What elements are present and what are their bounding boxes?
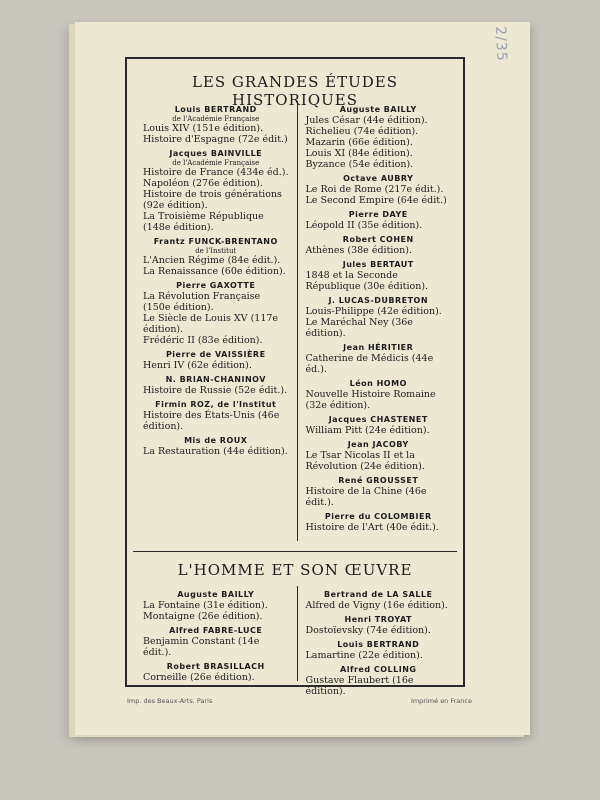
author-name: René GROUSSET: [338, 476, 419, 485]
book-title: Henri IV (62e édition).: [143, 360, 252, 371]
author-name: Pierre DAYE: [348, 210, 408, 219]
section-divider: [133, 551, 457, 552]
book-title: Athènes (38e édition).: [305, 245, 412, 256]
grandes-etudes-columns: [139, 101, 455, 541]
author-note: de l'Académie Française: [172, 115, 260, 123]
author-name: Jean HÉRITIER: [343, 343, 414, 352]
book-title: Napoléon (276e édition).: [143, 178, 263, 189]
book-title: Le Maréchal Ney (36e édition).: [305, 317, 413, 339]
author-name: Alfred COLLING: [340, 665, 417, 674]
book-title: Louis XI (84e édition).: [305, 148, 413, 159]
book-title: La Renaissance (60e édition).: [143, 266, 286, 277]
author-name: Jacques CHASTENET: [328, 415, 428, 424]
author-name: Frantz FUNCK-BRENTANO: [153, 237, 278, 246]
section-title-grandes-etudes: LES GRANDES ÉTUDES HISTORIQUES: [191, 73, 399, 109]
book-title: Montaigne (26e édition).: [143, 611, 263, 622]
book-title: Benjamin Constant (14e édit.).: [143, 636, 260, 658]
book-title: Louis-Philippe (42e édition).: [305, 306, 442, 317]
book-title: La Troisième République (148e édition).: [143, 211, 264, 233]
book-title: Catherine de Médicis (44e éd.).: [305, 353, 434, 375]
book-title: Jules César (44e édition).: [305, 115, 428, 126]
book-title: Histoire d'Espagne (72e édit.): [143, 134, 288, 145]
homme-oeuvre-left-column: [139, 586, 298, 681]
author-name: J. LUCAS-DUBRETON: [328, 296, 429, 305]
book-title: Histoire de trois générations (92e édition).: [143, 189, 282, 211]
printed-in-france: Imprimé en France: [410, 697, 472, 705]
author-name: Henri TROYAT: [344, 615, 412, 624]
author-name: Bertrand de LA SALLE: [324, 590, 433, 599]
book-title: Histoire des États-Unis (46e édition).: [143, 410, 280, 432]
book-title: L'Ancien Régime (84e édit.).: [143, 255, 281, 266]
book-title: Le Second Empire (64e édit.): [305, 195, 447, 206]
book-title: Le Roi de Rome (217e édit.).: [305, 184, 444, 195]
author-name: Louis BERTRAND: [174, 105, 257, 114]
pencil-mark: 2/35: [491, 26, 509, 62]
book-title: Alfred de Vigny (16e édition).: [305, 600, 448, 611]
author-note: de l'Académie Française: [172, 159, 260, 167]
book-title: Lamartine (22e édition).: [305, 650, 423, 661]
book-title: Le Siècle de Louis XV (117e édition).: [143, 313, 279, 335]
author-name: Jacques BAINVILLE: [169, 149, 263, 158]
book-title: Mazarin (66e édition).: [305, 137, 413, 148]
book-title: La Fontaine (31e édition).: [143, 600, 268, 611]
author-name: Alfred FABRE-LUCE: [169, 626, 263, 635]
book-title: Nouvelle Histoire Romaine (32e édition).: [305, 389, 436, 411]
book-title: La Restauration (44e édition).: [143, 446, 288, 457]
homme-oeuvre-right-column: [298, 586, 456, 697]
author-name: Pierre GAXOTTE: [176, 281, 256, 290]
book-title: Corneille (26e édition).: [143, 672, 255, 683]
book-title: Frédéric II (83e édition).: [143, 335, 263, 346]
book-title: Histoire de l'Art (40e édit.).: [305, 522, 439, 533]
book-title: Léopold II (35e édition).: [305, 220, 423, 231]
book-title: Louis XIV (151e édition).: [143, 123, 264, 134]
printer-imprint: Imp. des Beaux-Arts, Paris: [127, 697, 213, 705]
book-title: 1848 et la Seconde République (30e édition).: [305, 270, 429, 292]
author-name: Robert COHEN: [342, 235, 414, 244]
book-title: William Pitt (24e édition).: [305, 425, 430, 436]
book-title: La Révolution Française (150e édition).: [143, 291, 261, 313]
author-name: Jules BERTAUT: [342, 260, 414, 269]
author-name: Mis de ROUX: [184, 436, 248, 445]
book-title: Histoire de France (434e éd.).: [143, 167, 289, 178]
author-name: Octave AUBRY: [343, 174, 414, 183]
catalog-frame: [125, 57, 465, 697]
author-note: de l'Institut: [195, 247, 237, 255]
author-name: Léon HOMO: [349, 379, 407, 388]
book-title: Dostoïevsky (74e édition).: [305, 625, 431, 636]
book-title: Le Tsar Nicolas II et la Révolution (24e édition).: [305, 450, 425, 472]
grandes-etudes-right-column: [298, 101, 456, 541]
book-title: Histoire de Russie (52e édit.).: [143, 385, 288, 396]
book-title: Histoire de la Chine (46e édit.).: [305, 486, 427, 508]
author-name: Pierre de VAISSIÈRE: [165, 350, 266, 359]
author-name: Pierre du COLOMBIER: [324, 512, 432, 521]
book-title: Richelieu (74e édition).: [305, 126, 419, 137]
author-name: Robert BRASILLACH: [166, 662, 265, 671]
homme-oeuvre-columns: [139, 586, 455, 697]
author-name: Auguste BAILLY: [177, 590, 255, 599]
author-name: N. BRIAN-CHANINOV: [165, 375, 266, 384]
book-back-cover: [75, 22, 530, 735]
section-title-homme-oeuvre: L'HOMME ET SON ŒUVRE: [177, 561, 413, 579]
author-name: Louis BERTRAND: [337, 640, 420, 649]
book-title: Byzance (54e édition).: [305, 159, 414, 170]
author-name: Jean JACOBY: [347, 440, 409, 449]
grandes-etudes-left-column: [139, 101, 298, 541]
book-title: Gustave Flaubert (16e édition).: [305, 675, 414, 697]
author-name: Firmin ROZ, de l'Institut: [155, 400, 277, 409]
author-name: Auguste BAILLY: [339, 105, 417, 114]
